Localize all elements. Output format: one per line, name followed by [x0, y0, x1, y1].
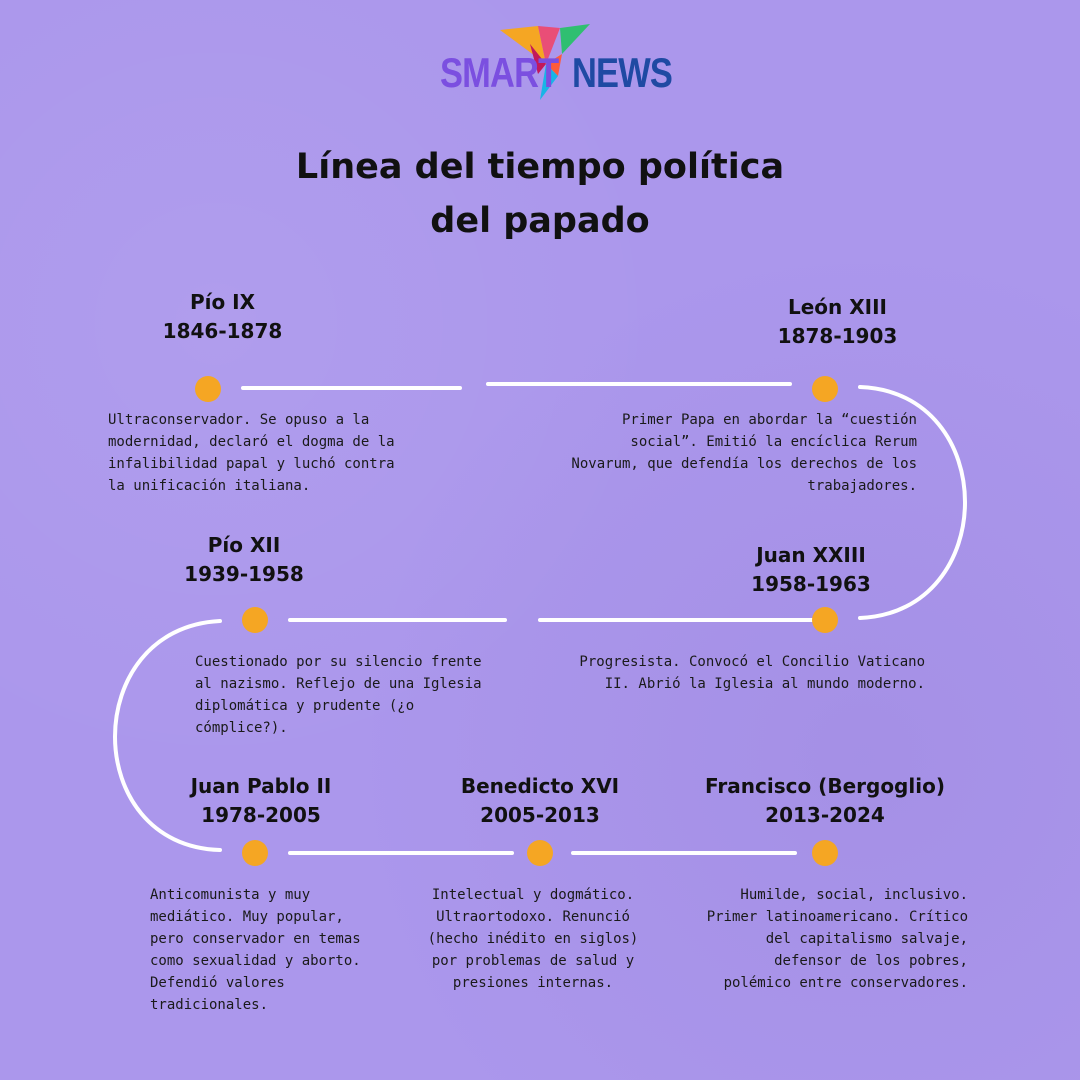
timeline-dot: [195, 376, 221, 402]
pope-years: 1878-1903: [777, 324, 898, 348]
brand-news-text: NEWS: [572, 49, 673, 96]
pope-name: Francisco (Bergoglio): [705, 774, 945, 798]
timeline-dot: [242, 840, 268, 866]
pope-description: Progresista. Convocó el Concilio Vaticano II. Abrió la Iglesia al mundo moderno.: [579, 654, 925, 692]
brand-smart-text: SMART: [440, 49, 559, 96]
pope-years: 1958-1963: [751, 572, 871, 596]
pope-years: 2005-2013: [480, 803, 600, 827]
pope-years: 1846-1878: [162, 319, 283, 343]
timeline-dot: [812, 607, 838, 633]
timeline-dot: [242, 607, 268, 633]
pope-name: Benedicto XVI: [460, 774, 620, 798]
pope-description: Anticomunista y muy mediático. Muy popular, pero conservador en temas como sexualidad y aborto. Defendió valores tradicionales.: [150, 887, 361, 1013]
pope-description: Intelectual y dogmático. Ultraortodoxo. Renunció (hecho inédito en siglos) por problemas de salud y presiones internas.: [427, 887, 639, 991]
pope-description: Primer Papa en abordar la “cuestión social”. Emitió la encíclica Rerum Novarum, que defendía los derechos de los trabajadores.: [571, 412, 917, 494]
timeline-dot: [812, 840, 838, 866]
pope-heading: [140, 288, 305, 346]
pope-heading: [730, 541, 892, 599]
pope-name: Pío XII: [207, 533, 281, 557]
pope-heading: [700, 772, 950, 830]
pope-description: Cuestionado por su silencio frente al nazismo. Reflejo de una Iglesia diplomática y prudente (¿o cómplice?).: [195, 654, 482, 736]
title-line-1: Línea del tiempo política: [295, 147, 785, 187]
title-line-2: del papado: [430, 201, 650, 241]
pope-description: Humilde, social, inclusivo. Primer latinoamericano. Crítico del capitalismo salvaje, defensor de los pobres, polémico entre conservadores.: [706, 887, 968, 991]
pope-name: Juan XXIII: [756, 543, 866, 567]
pope-name: León XIII: [788, 295, 887, 319]
timeline-dot: [812, 376, 838, 402]
pope-years: 1978-2005: [201, 803, 321, 827]
pope-name: Juan Pablo II: [190, 774, 332, 798]
timeline-dot: [527, 840, 553, 866]
pope-heading: [170, 772, 352, 830]
pope-heading: [170, 531, 318, 589]
pope-heading: [760, 293, 915, 351]
pope-years: 2013-2024: [765, 803, 885, 827]
pope-name: Pío IX: [189, 290, 256, 314]
pope-years: 1939-1958: [184, 562, 304, 586]
pope-description: Ultraconservador. Se opuso a la modernidad, declaró el dogma de la infalibilidad papal y luchó contra la unificación italiana.: [108, 412, 395, 494]
pope-heading: [447, 772, 633, 830]
